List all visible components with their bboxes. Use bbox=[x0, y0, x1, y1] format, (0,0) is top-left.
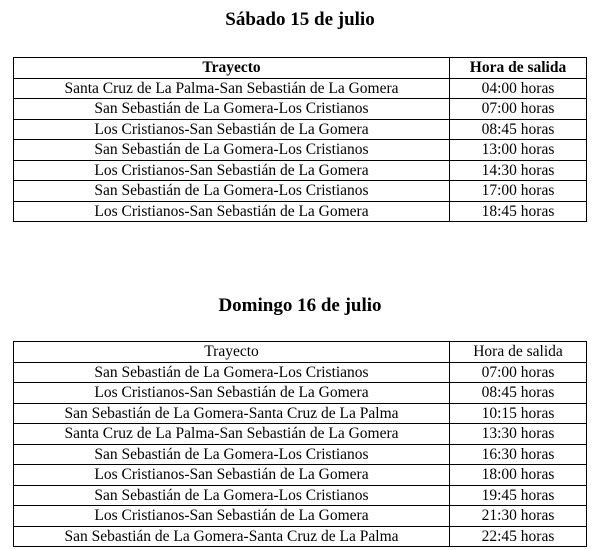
route-cell: Santa Cruz de La Palma-San Sebastián de La Gomera bbox=[14, 424, 450, 445]
route-cell: San Sebastián de La Gomera-Santa Cruz de La Palma bbox=[14, 526, 450, 547]
table-row bbox=[14, 201, 587, 222]
table-row bbox=[14, 403, 587, 424]
table-header-row bbox=[14, 342, 587, 363]
table-row bbox=[14, 160, 587, 181]
departure-time-cell: 13:30 horas bbox=[450, 424, 587, 445]
route-cell: Los Cristianos-San Sebastián de La Gomera bbox=[14, 465, 450, 486]
table-row bbox=[14, 383, 587, 404]
table-row bbox=[14, 506, 587, 527]
route-cell: San Sebastián de La Gomera-Los Cristianos bbox=[14, 485, 450, 506]
table-row bbox=[14, 140, 587, 161]
route-column-header: Trayecto bbox=[14, 58, 450, 79]
departure-column-header: Hora de salida bbox=[450, 342, 587, 363]
table-row bbox=[14, 78, 587, 99]
table-row bbox=[14, 424, 587, 445]
departure-time-cell: 16:30 horas bbox=[450, 444, 587, 465]
route-cell: San Sebastián de La Gomera-Los Cristianos bbox=[14, 181, 450, 202]
departure-time-cell: 19:45 horas bbox=[450, 485, 587, 506]
departure-time-cell: 21:30 horas bbox=[450, 506, 587, 527]
route-column-header: Trayecto bbox=[14, 342, 450, 363]
route-cell: Los Cristianos-San Sebastián de La Gomera bbox=[14, 201, 450, 222]
table-row bbox=[14, 485, 587, 506]
departure-column-header: Hora de salida bbox=[450, 58, 587, 79]
sunday-schedule-table bbox=[13, 341, 587, 547]
departure-time-cell: 07:00 horas bbox=[450, 362, 587, 383]
table-row bbox=[14, 362, 587, 383]
departure-time-cell: 14:30 horas bbox=[450, 160, 587, 181]
departure-time-cell: 08:45 horas bbox=[450, 383, 587, 404]
departure-time-cell: 10:15 horas bbox=[450, 403, 587, 424]
departure-time-cell: 13:00 horas bbox=[450, 140, 587, 161]
route-cell: San Sebastián de La Gomera-Los Cristianos bbox=[14, 99, 450, 120]
table-row bbox=[14, 119, 587, 140]
saturday-title: Sábado 15 de julio bbox=[225, 9, 375, 30]
table-row bbox=[14, 181, 587, 202]
route-cell: Los Cristianos-San Sebastián de La Gomera bbox=[14, 160, 450, 181]
route-cell: San Sebastián de La Gomera-Santa Cruz de La Palma bbox=[14, 403, 450, 424]
departure-time-cell: 18:00 horas bbox=[450, 465, 587, 486]
route-cell: Los Cristianos-San Sebastián de La Gomera bbox=[14, 383, 450, 404]
departure-time-cell: 17:00 horas bbox=[450, 181, 587, 202]
route-cell: Los Cristianos-San Sebastián de La Gomera bbox=[14, 119, 450, 140]
departure-time-cell: 18:45 horas bbox=[450, 201, 587, 222]
table-row bbox=[14, 99, 587, 120]
route-cell: San Sebastián de La Gomera-Los Cristianos bbox=[14, 140, 450, 161]
route-cell: San Sebastián de La Gomera-Los Cristianos bbox=[14, 362, 450, 383]
route-cell: San Sebastián de La Gomera-Los Cristianos bbox=[14, 444, 450, 465]
departure-time-cell: 04:00 horas bbox=[450, 78, 587, 99]
table-row bbox=[14, 465, 587, 486]
route-cell: Los Cristianos-San Sebastián de La Gomera bbox=[14, 506, 450, 527]
table-header-row bbox=[14, 58, 587, 79]
departure-time-cell: 08:45 horas bbox=[450, 119, 587, 140]
departure-time-cell: 07:00 horas bbox=[450, 99, 587, 120]
sunday-title: Domingo 16 de julio bbox=[218, 295, 382, 316]
route-cell: Santa Cruz de La Palma-San Sebastián de La Gomera bbox=[14, 78, 450, 99]
table-row bbox=[14, 444, 587, 465]
departure-time-cell: 22:45 horas bbox=[450, 526, 587, 547]
saturday-schedule-table bbox=[13, 57, 587, 222]
table-row bbox=[14, 526, 587, 547]
